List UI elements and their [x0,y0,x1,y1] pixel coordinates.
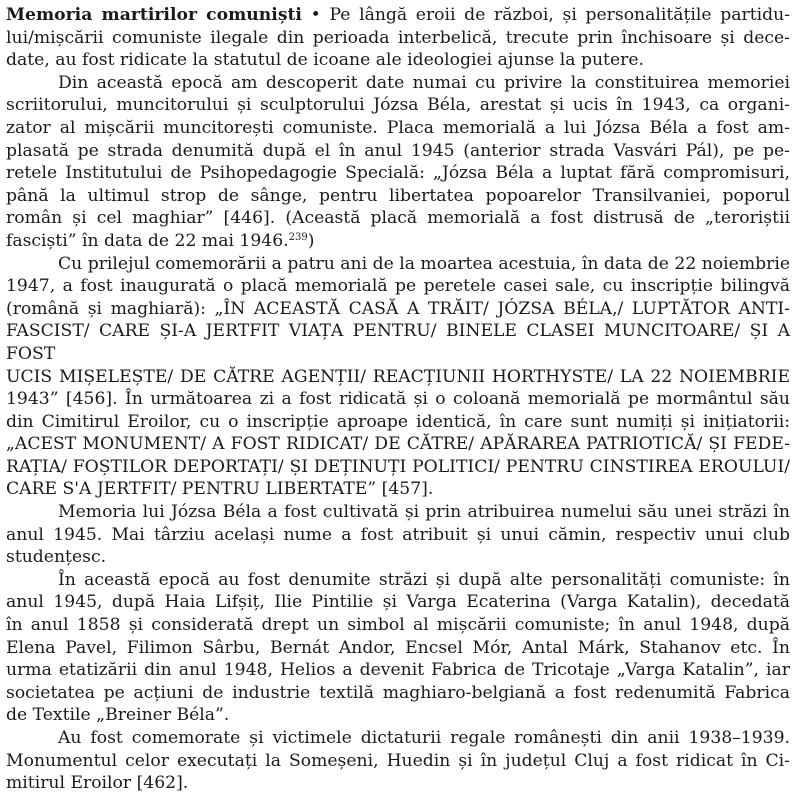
text-line: 1943” [456]. În următoarea zi a fost ridicată și o coloană memorială pe mormântul său [6,389,790,410]
text-line: plasată pe strada denumită după el în anul 1945 (anterior strada Vasvári Pál), pe pe- [6,140,790,161]
text-line: Memoria lui Józsa Béla a fost cultivată și prin atribuirea numelui său unei străzi în [58,502,790,523]
text-line: FASCIST/ CARE ȘI-A JERTFIT VIAȚA PENTRU/ BINELE CLASEI MUNCITOARE/ ȘI A FOST [6,321,790,364]
paragraph-4 [6,501,790,569]
text-line: român și cel maghiar” [446]. (Această placă memorială a fost distrusă de „teroriștii [6,208,790,229]
text-line: zator al mișcării muncitorești comuniste. Placa memorială a lui Józsa Béla a fost am- [6,117,790,138]
text-line: studențesc. [6,547,107,568]
paragraph-2 [6,72,790,253]
text-line: UCIS MIȘELEȘTE/ DE CĂTRE AGENȚII/ REACȚIUNII HORTHYSTE/ LA 22 NOIEMBRIE [6,366,790,387]
text-line: Monumentul celor executați la Someșeni, Huedin și în județul Cluj a fost ridicat în Ci- [6,750,790,771]
document-body [6,4,790,795]
footnote-marker: 239 [288,231,308,243]
text-line: „ACEST MONUMENT/ A FOST RIDICAT/ DE CĂTRE/ APĂRAREA PATRIOTICĂ/ ȘI FEDE- [6,434,790,455]
text-line: retele Institutului de Psihopedagogie Specială: „Józsa Béla a luptat fără compromisuri, [6,163,790,184]
text-line: urma etatizării din anul 1948, Helios a devenit Fabrica de Tricotaje „Varga Katalin”, iar [6,660,790,681]
text-line: mitirul Eroilor [462]. [6,773,189,794]
text-line: de Textile „Breiner Béla”. [6,705,230,726]
paragraph-1 [6,4,790,72]
text-line: fasciști” în data de 22 mai 1946.$^{239}$) [6,230,315,251]
text-line: în anul 1858 și considerată drept un simbol al mișcării comuniste; în anul 1948, după [6,615,790,636]
text-line: anul 1945, după Haia Lifșiț, Ilie Pintilie și Varga Ecaterina (Varga Katalin), decedată [6,592,790,613]
text-line: (română și maghiară): „ÎN ACEASTĂ CASĂ A TRĂIT/ JÓZSA BÉLA,/ LUPTĂTOR ANTI- [6,298,790,319]
text-line: RAȚIA/ FOȘTILOR DEPORTAȚI/ ȘI DEȚINUȚI POLITICI/ PENTRU CINSTIREA EROULUI/ [6,456,790,477]
text-line: până la ultimul strop de sânge, pentru libertatea popoarelor Transilvaniei, poporul [6,185,790,206]
paragraph-3 [6,253,790,502]
section-heading: Memoria martirilor comuniști [6,5,302,25]
text-line: anul 1945. Mai târziu același nume a fost atribuit și unui cămin, respectiv unui club [6,524,790,545]
text-line: Memoria martirilor comuniști • Pe lângă eroii de război, și personalitățile partidu- [6,5,790,25]
paragraph-5 [6,569,790,727]
text-line: Cu prilejul comemorării a patru ani de la moartea acestuia, în data de 22 noiembrie [58,253,790,274]
text-line: În această epocă au fost denumite străzi și după alte personalități comuniste: în [58,569,790,590]
paragraph-6 [6,727,790,795]
text-line: 1947, a fost inaugurată o placă memorială pe peretele casei sale, cu inscripție bilingvă [6,276,790,297]
text-line: CARE S'A JERTFIT/ PENTRU LIBERTATE” [457]. [6,479,434,500]
text-line: date, au fost ridicate la statutul de icoane ale ideologiei ajunse la putere. [6,50,644,71]
text-line: lui/mișcării comuniste ilegale din perioada interbelică, trecute prin închisoare și dece- [6,27,790,48]
text-line: Din această epocă am descoperit date numai cu privire la constituirea memoriei [58,72,790,93]
text-line: din Cimitirul Eroilor, cu o inscripție aproape identică, în care sunt numiți și inițiatorii: [6,411,790,432]
text-line: societatea pe acțiuni de industrie textilă maghiaro-belgiană a fost redenumită Fabrica [6,682,790,703]
text-line: Elena Pavel, Filimon Sârbu, Bernát Andor, Encsel Mór, Antal Márk, Stahanov etc. În [6,637,790,658]
text-line: scriitorului, muncitorului și sculptorului Józsa Béla, arestat și ucis în 1943, ca organi- [6,95,790,116]
bullet-separator: • [310,5,321,25]
text-line: Au fost comemorate și victimele dictaturii regale românești din anii 1938–1939. [58,728,790,748]
